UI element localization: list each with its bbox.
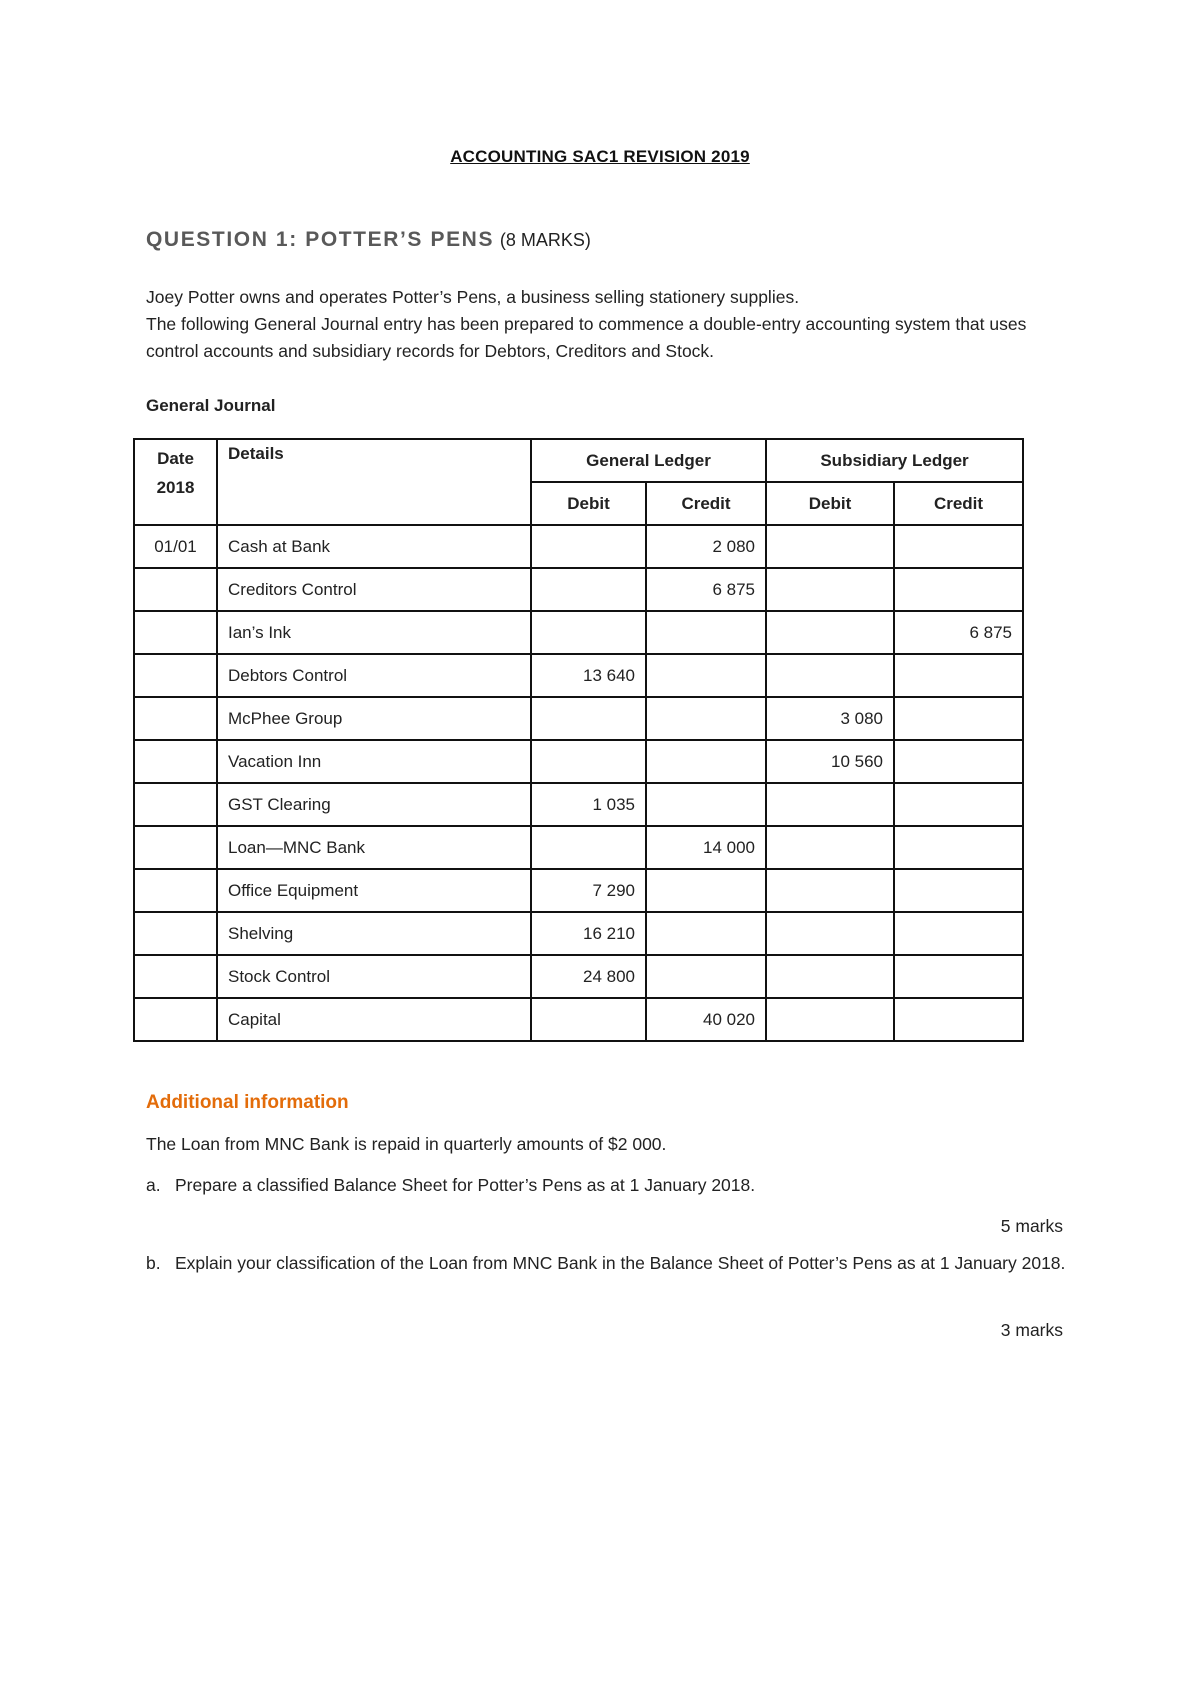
table-row bbox=[134, 998, 1023, 1041]
details-cell: Debtors Control bbox=[217, 654, 531, 697]
question-title: QUESTION 1: POTTER’S PENS bbox=[146, 228, 495, 251]
gl-debit-cell: 16 210 bbox=[531, 912, 646, 955]
table-row bbox=[134, 826, 1023, 869]
sl-debit-cell bbox=[766, 525, 894, 568]
table-row bbox=[134, 525, 1023, 568]
gl-debit-cell bbox=[531, 568, 646, 611]
gl-credit-cell: 6 875 bbox=[646, 568, 766, 611]
sl-credit-cell bbox=[894, 697, 1023, 740]
additional-info-text: The Loan from MNC Bank is repaid in quarterly amounts of $2 000. bbox=[146, 1134, 667, 1154]
table-row bbox=[134, 783, 1023, 826]
sl-debit-cell bbox=[766, 912, 894, 955]
date-cell bbox=[134, 611, 217, 654]
details-cell: Cash at Bank bbox=[217, 525, 531, 568]
date-header-label: Date bbox=[157, 449, 194, 468]
part-a-letter: a. bbox=[146, 1175, 161, 1195]
table-header-row bbox=[134, 439, 1023, 482]
gl-debit-cell bbox=[531, 525, 646, 568]
gl-credit-cell bbox=[646, 654, 766, 697]
details-cell: McPhee Group bbox=[217, 697, 531, 740]
details-cell: Creditors Control bbox=[217, 568, 531, 611]
sl-credit-cell bbox=[894, 955, 1023, 998]
gl-debit-cell bbox=[531, 998, 646, 1041]
sl-debit-cell: 3 080 bbox=[766, 697, 894, 740]
gl-debit-cell bbox=[531, 611, 646, 654]
question-part-a bbox=[146, 1172, 1066, 1199]
gl-debit-cell: 13 640 bbox=[531, 654, 646, 697]
question-marks: (8 MARKS) bbox=[499, 230, 591, 250]
date-cell bbox=[134, 826, 217, 869]
intro-line-1: Joey Potter owns and operates Potter’s Pens, a business selling stationery supplies. bbox=[146, 287, 800, 307]
part-a-text: Prepare a classified Balance Sheet for Potter’s Pens as at 1 January 2018. bbox=[175, 1175, 756, 1195]
gl-credit-cell bbox=[646, 912, 766, 955]
table-row bbox=[134, 740, 1023, 783]
sl-debit-cell: 10 560 bbox=[766, 740, 894, 783]
document-title: ACCOUNTING SAC1 REVISION 2019 bbox=[450, 147, 750, 166]
part-b-marks: 3 marks bbox=[1000, 1320, 1063, 1340]
sl-credit-cell bbox=[894, 783, 1023, 826]
subsidiary-ledger-header: Subsidiary Ledger bbox=[766, 439, 1023, 482]
additional-info-heading: Additional information bbox=[146, 1092, 349, 1113]
sl-credit-cell bbox=[894, 740, 1023, 783]
date-cell: 01/01 bbox=[134, 525, 217, 568]
details-cell: Capital bbox=[217, 998, 531, 1041]
date-cell bbox=[134, 783, 217, 826]
sl-credit-cell: 6 875 bbox=[894, 611, 1023, 654]
sl-credit-cell bbox=[894, 525, 1023, 568]
details-cell: Shelving bbox=[217, 912, 531, 955]
gl-credit-cell bbox=[646, 869, 766, 912]
gl-credit-cell bbox=[646, 611, 766, 654]
sl-debit-cell bbox=[766, 783, 894, 826]
gl-debit-cell bbox=[531, 697, 646, 740]
table-row bbox=[134, 654, 1023, 697]
intro-line-2: The following General Journal entry has been prepared to commence a double-entry accounting system that uses control accounts and subsidiary records for Debtors, Creditors and Stock. bbox=[146, 314, 1027, 361]
sl-debit-cell bbox=[766, 998, 894, 1041]
general-journal-table bbox=[133, 438, 1024, 1042]
details-cell: Stock Control bbox=[217, 955, 531, 998]
part-b-text: Explain your classification of the Loan from MNC Bank in the Balance Sheet of Potter’s Pens as at 1 January 2018. bbox=[175, 1253, 1066, 1273]
date-cell bbox=[134, 568, 217, 611]
gl-credit-header: Credit bbox=[646, 482, 766, 525]
gl-debit-header: Debit bbox=[531, 482, 646, 525]
sl-credit-header: Credit bbox=[894, 482, 1023, 525]
details-cell: Ian’s Ink bbox=[217, 611, 531, 654]
part-b-letter: b. bbox=[146, 1253, 161, 1273]
part-a-marks: 5 marks bbox=[1000, 1216, 1063, 1236]
sl-credit-cell bbox=[894, 826, 1023, 869]
year-header-label: 2018 bbox=[156, 478, 195, 497]
question-part-b bbox=[146, 1250, 1066, 1277]
gl-debit-cell bbox=[531, 826, 646, 869]
date-cell bbox=[134, 697, 217, 740]
gl-credit-cell bbox=[646, 783, 766, 826]
question-heading bbox=[146, 228, 591, 252]
date-cell bbox=[134, 869, 217, 912]
table-row bbox=[134, 955, 1023, 998]
details-cell: Loan—MNC Bank bbox=[217, 826, 531, 869]
details-cell: GST Clearing bbox=[217, 783, 531, 826]
sl-debit-cell bbox=[766, 955, 894, 998]
date-cell bbox=[134, 740, 217, 783]
gl-credit-cell bbox=[646, 697, 766, 740]
table-row bbox=[134, 611, 1023, 654]
sl-debit-cell bbox=[766, 869, 894, 912]
sl-debit-cell bbox=[766, 611, 894, 654]
gl-debit-cell: 7 290 bbox=[531, 869, 646, 912]
gl-credit-cell: 14 000 bbox=[646, 826, 766, 869]
table-row bbox=[134, 568, 1023, 611]
sl-credit-cell bbox=[894, 654, 1023, 697]
date-cell bbox=[134, 998, 217, 1041]
sl-debit-cell bbox=[766, 826, 894, 869]
gl-debit-cell: 1 035 bbox=[531, 783, 646, 826]
gl-credit-cell bbox=[646, 740, 766, 783]
date-cell bbox=[134, 912, 217, 955]
general-ledger-header: General Ledger bbox=[531, 439, 766, 482]
question-intro bbox=[146, 284, 1046, 365]
sl-credit-cell bbox=[894, 912, 1023, 955]
details-cell: Vacation Inn bbox=[217, 740, 531, 783]
gl-debit-cell bbox=[531, 740, 646, 783]
date-header bbox=[134, 439, 217, 525]
details-header: Details bbox=[217, 439, 531, 525]
table-row bbox=[134, 912, 1023, 955]
gl-credit-cell: 40 020 bbox=[646, 998, 766, 1041]
table-row bbox=[134, 869, 1023, 912]
sl-credit-cell bbox=[894, 869, 1023, 912]
sl-credit-cell bbox=[894, 568, 1023, 611]
sl-debit-cell bbox=[766, 654, 894, 697]
general-journal-label: General Journal bbox=[146, 396, 276, 415]
sl-credit-cell bbox=[894, 998, 1023, 1041]
table-row bbox=[134, 697, 1023, 740]
date-cell bbox=[134, 955, 217, 998]
date-cell bbox=[134, 654, 217, 697]
sl-debit-cell bbox=[766, 568, 894, 611]
gl-debit-cell: 24 800 bbox=[531, 955, 646, 998]
details-cell: Office Equipment bbox=[217, 869, 531, 912]
gl-credit-cell bbox=[646, 955, 766, 998]
gl-credit-cell: 2 080 bbox=[646, 525, 766, 568]
sl-debit-header: Debit bbox=[766, 482, 894, 525]
